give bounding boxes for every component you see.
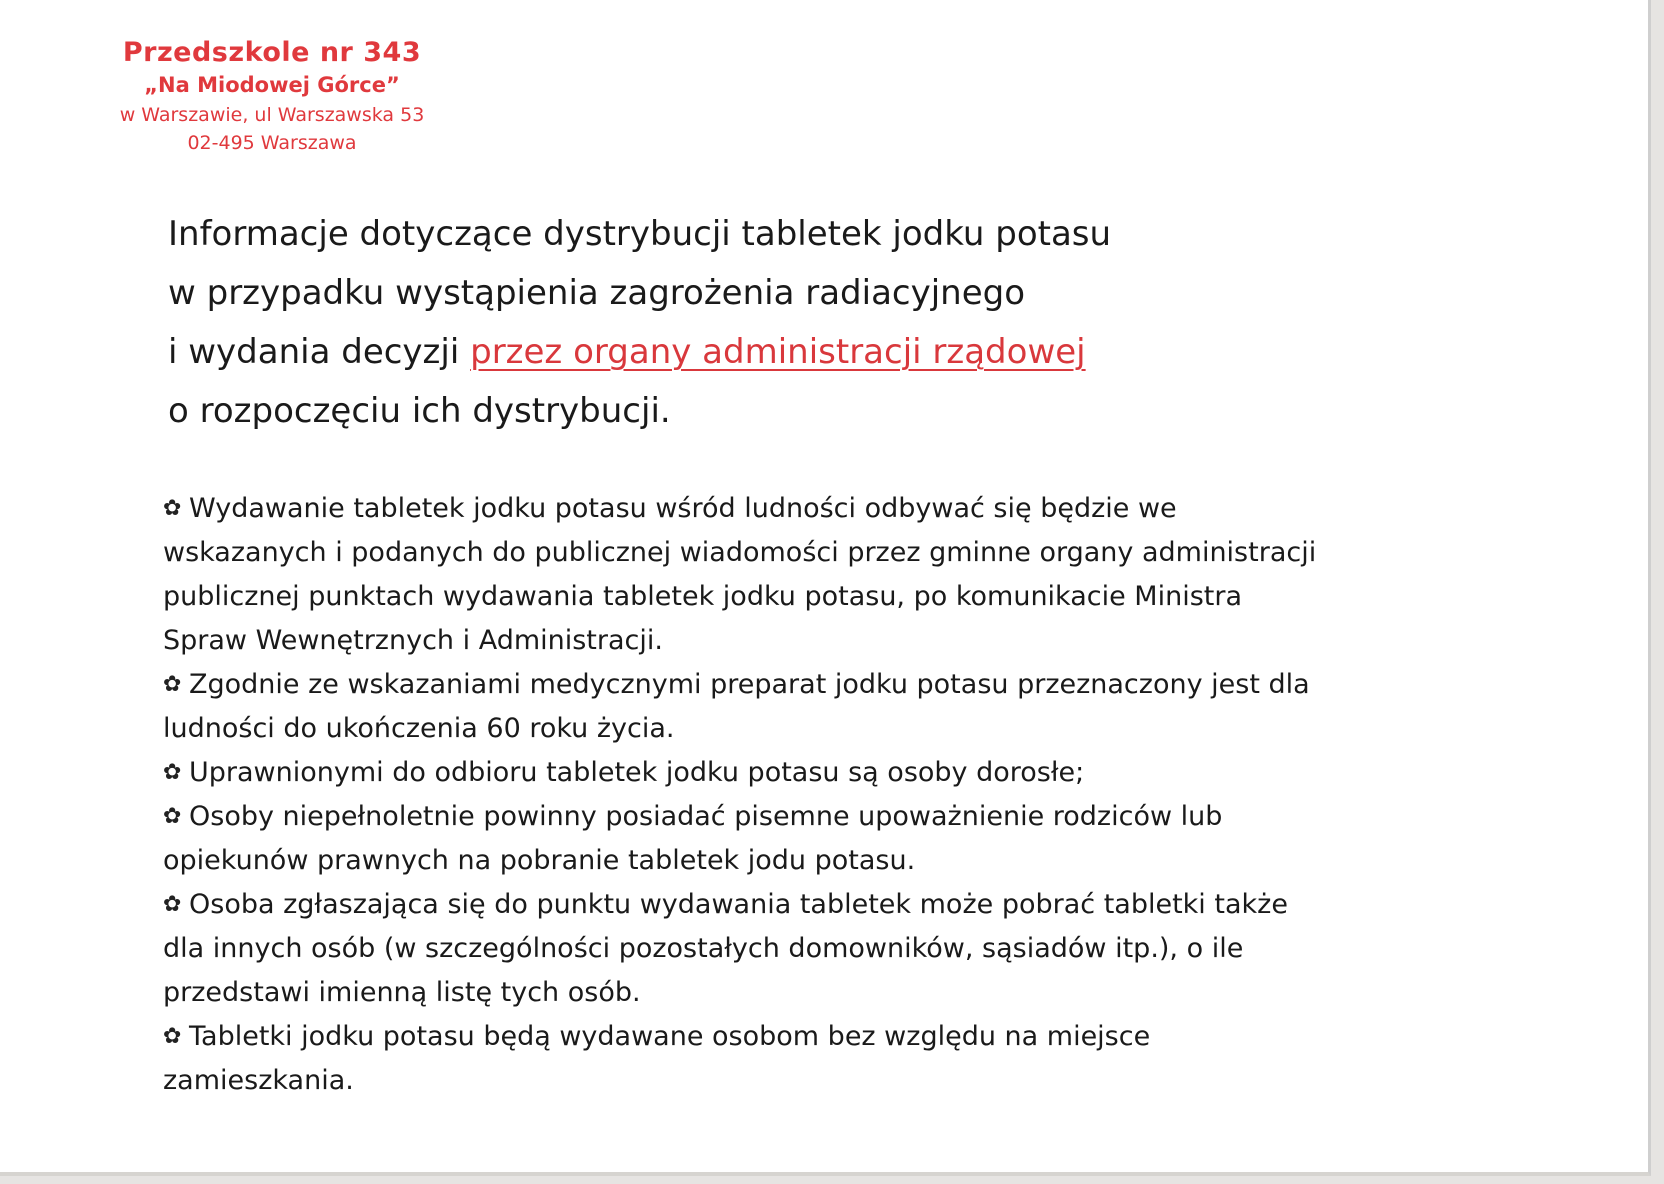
list-item-text: Wydawanie tabletek jodku potasu wśród ludności odbywać się będzie we — [189, 493, 1177, 524]
list-item — [163, 883, 1463, 1015]
list-item-text: Tabletki jodku potasu będą wydawane osobom bez względu na miejsce — [189, 1021, 1151, 1052]
list-item-text: opiekunów prawnych na pobranie tabletek jodu potasu. — [163, 845, 916, 876]
flower-bullet-icon: ✿ — [163, 760, 182, 785]
title-line-4: o rozpoczęciu ich dystrybucji. — [168, 391, 671, 431]
flower-bullet-icon: ✿ — [163, 496, 182, 521]
title-line-1: Informacje dotyczące dystrybucji tabletek jodku potasu — [168, 214, 1112, 254]
list-item-line — [163, 883, 1463, 927]
list-item-line — [163, 971, 1463, 1015]
list-item-line — [163, 1059, 1463, 1103]
list-item-line — [163, 795, 1463, 839]
list-item-line — [163, 531, 1463, 575]
list-item-line — [163, 839, 1463, 883]
list-item — [163, 751, 1463, 795]
list-item-text: Osoba zgłaszająca się do punktu wydawania tabletek może pobrać tabletki także — [189, 889, 1288, 920]
list-item-text: przedstawi imienną listę tych osób. — [163, 977, 641, 1008]
list-item — [163, 487, 1463, 663]
list-item-line — [163, 663, 1463, 707]
list-item-text: zamieszkania. — [163, 1065, 354, 1096]
stamp-address: w Warszawie, ul Warszawska 53 — [119, 104, 425, 126]
kindergarten-stamp — [82, 36, 462, 156]
list-item-text: Osoby niepełnoletnie powinny posiadać pisemne upoważnienie rodziców lub — [189, 801, 1223, 832]
stamp-postal-code: 02-495 Warszawa — [187, 132, 357, 154]
list-item-text: ludności do ukończenia 60 roku życia. — [163, 713, 675, 744]
list-item-text: Uprawnionymi do odbioru tabletek jodku potasu są osoby dorosłe; — [189, 757, 1085, 788]
flower-bullet-icon: ✿ — [163, 804, 182, 829]
list-item — [163, 1015, 1463, 1103]
list-item — [163, 795, 1463, 883]
list-item-text: publicznej punktach wydawania tabletek jodku potasu, po komunikacie Ministra — [163, 581, 1243, 612]
list-item-line — [163, 487, 1463, 531]
list-item-line — [163, 1015, 1463, 1059]
list-item-line — [163, 575, 1463, 619]
title-line-3-prefix: i wydania decyzji — [168, 332, 471, 372]
info-list — [163, 487, 1463, 1103]
title-line-3 — [168, 323, 1468, 382]
flower-bullet-icon: ✿ — [163, 892, 182, 917]
title-highlight: przez organy administracji rządowej — [470, 332, 1086, 372]
list-item-line — [163, 927, 1463, 971]
list-item-line — [163, 707, 1463, 751]
stamp-name: Przedszkole nr 343 — [122, 37, 422, 68]
title-line-2: w przypadku wystąpienia zagrożenia radiacyjnego — [168, 273, 1026, 313]
list-item-text: dla innych osób (w szczególności pozostałych domowników, sąsiadów itp.), o ile — [163, 933, 1244, 964]
list-item-text: wskazanych i podanych do publicznej wiadomości przez gminne organy administracji — [163, 537, 1317, 568]
list-item-text: Zgodnie ze wskazaniami medycznymi preparat jodku potasu przeznaczony jest dla — [189, 669, 1310, 700]
list-item-text: Spraw Wewnętrznych i Administracji. — [163, 625, 663, 656]
flower-bullet-icon: ✿ — [163, 1024, 182, 1049]
stamp-subtitle: „Na Miodowej Górce” — [144, 73, 400, 97]
list-item — [163, 663, 1463, 751]
document-title — [168, 205, 1468, 441]
list-item-line — [163, 751, 1463, 795]
list-item-line — [163, 619, 1463, 663]
flower-bullet-icon: ✿ — [163, 672, 182, 697]
